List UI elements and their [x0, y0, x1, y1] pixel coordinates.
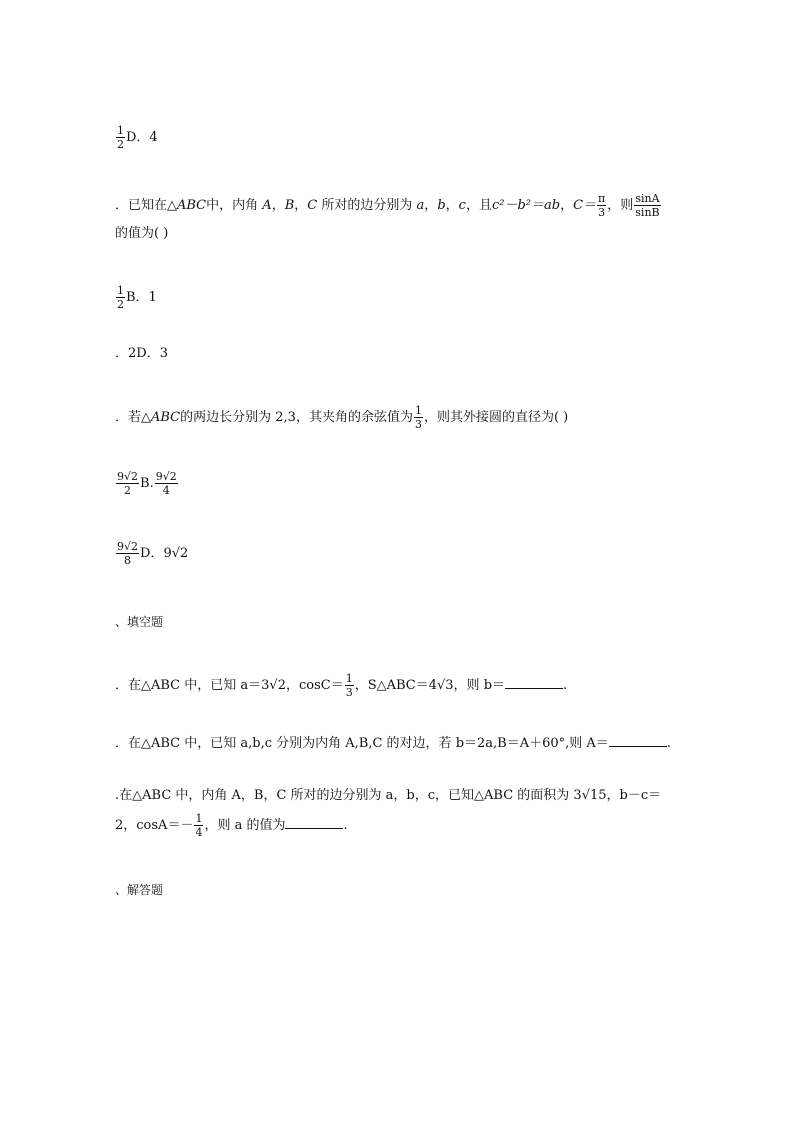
answer-blank[interactable]: [609, 734, 667, 747]
fraction-option-c: [116, 540, 139, 567]
q2-option-row-ab: [115, 470, 179, 497]
numerator: 1: [195, 812, 203, 825]
numerator: 1: [117, 284, 124, 297]
q1-text-3: ，且: [465, 198, 492, 213]
var-b-upper: B: [284, 198, 295, 213]
option-d: D．9√2: [140, 546, 189, 561]
denominator: 2: [117, 298, 124, 311]
question-2-line-1: [115, 404, 568, 431]
q1-option-row-cd: [115, 344, 168, 364]
question-5-line-1: [115, 786, 661, 806]
q2-text-2: ，则其外接圆的直径为( ): [423, 410, 569, 425]
question-3: [115, 672, 567, 699]
fraction-pi-3: [597, 192, 606, 219]
denominator: 3: [598, 206, 606, 219]
q2-prefix: ．若△: [115, 410, 151, 425]
q1-text-2: 所对的边分别为: [321, 198, 413, 213]
fraction-1-3: [345, 672, 354, 699]
denominator: sinB: [635, 206, 660, 219]
q2-triangle: ABC: [151, 410, 181, 425]
fraction-1-4: [194, 812, 203, 839]
fraction-sina-sinb: [634, 192, 660, 219]
var-b: b: [437, 198, 446, 213]
denominator: 4: [195, 826, 203, 839]
denominator: 3: [345, 686, 353, 699]
q2-option-row-cd: [115, 540, 188, 567]
numerator: 9√2: [155, 470, 177, 483]
q1-text: 中，内角: [206, 198, 259, 213]
q5-text: .在△ABC 中，内角 A，B，C 所对的边分别为 a，b，c，已知△ABC 的面积为 3√15，b－c＝: [115, 788, 662, 803]
q1-then: ，则: [607, 198, 634, 213]
section-fill-heading: 、填空题: [115, 615, 164, 629]
question-5-line-2: [115, 812, 348, 839]
option-b-label: B.: [140, 476, 154, 491]
var-c-upper: C: [307, 198, 318, 213]
denominator: 3: [414, 418, 422, 431]
var-a: a: [416, 198, 425, 213]
numerator: 9√2: [117, 470, 139, 483]
denominator: 2: [124, 484, 131, 497]
q4-text: ．在△ABC 中，已知 a,b,c 分别为内角 A,B,C 的对边，若 b＝2a,B＝A＋60°,则 A＝: [115, 736, 609, 751]
q4-end: .: [666, 736, 671, 751]
q1-option-row-ab: [115, 284, 157, 311]
option-row-ad: [115, 124, 158, 151]
q1-tail: 的值为( ): [115, 226, 169, 241]
option-c-d: ．2D．3: [115, 346, 168, 361]
numerator: sinA: [635, 192, 660, 205]
fraction-option-a: [116, 124, 125, 151]
fraction-option-b: [155, 470, 178, 497]
answer-blank[interactable]: [505, 676, 563, 689]
q1-equation: c²－b²＝ab: [491, 198, 561, 213]
question-4: [115, 734, 671, 754]
q3-text: ．在△ABC 中，已知 a＝3√2，cosC＝: [115, 678, 344, 693]
section-answer-heading: 、解答题: [115, 883, 164, 897]
var-c: c: [458, 198, 466, 213]
option-d: D．4: [126, 130, 158, 145]
numerator: 1: [345, 672, 353, 685]
q5-line-2b: ，则 a 的值为: [204, 818, 286, 833]
q1-prefix: ．已知在△: [115, 198, 177, 213]
answer-blank[interactable]: [285, 816, 343, 829]
question-1-line-2: [115, 224, 168, 244]
q3-text-2: ，S△ABC＝4√3，则 b＝: [354, 678, 506, 693]
q5-end: .: [343, 818, 348, 833]
numerator: 9√2: [117, 540, 139, 553]
fraction-option-a: [116, 470, 139, 497]
q1-triangle: ABC: [177, 198, 207, 213]
denominator: 8: [124, 554, 131, 567]
denominator: 4: [162, 484, 170, 497]
q5-line-2: 2，cosA＝－: [115, 818, 194, 833]
numerator: π: [598, 192, 606, 205]
q3-end: .: [563, 678, 568, 693]
denominator: 2: [117, 138, 124, 151]
fraction-option-a: [116, 284, 125, 311]
numerator: 1: [414, 404, 422, 417]
fraction-1-3: [414, 404, 423, 431]
option-b: B．1: [126, 290, 157, 305]
q1-angle-c: C＝: [573, 198, 597, 213]
q2-text: 的两边长分别为 2,3，其夹角的余弦值为: [180, 410, 413, 425]
numerator: 1: [117, 124, 124, 137]
question-1-line-1: ．已知在△ABC中，内角 A，B，C 所对的边分别为 a，b，c，且c²－b²＝ab，C＝ $\frac{\pi}{3}$ ，则 $\frac{\sin A}{\sin B}$: [115, 192, 660, 219]
var-a-upper: A: [262, 198, 272, 213]
